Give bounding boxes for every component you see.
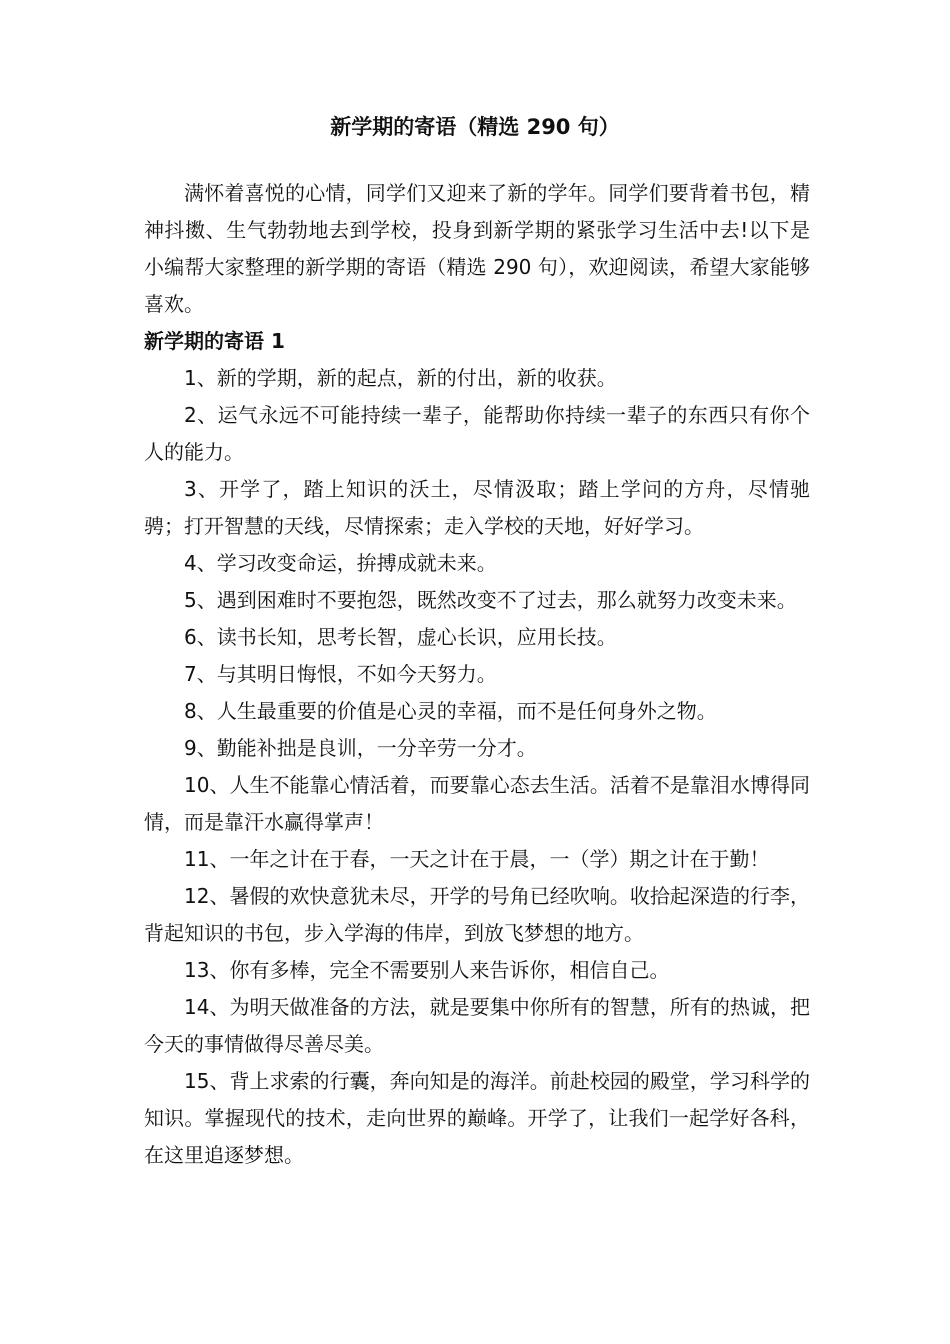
list-item: 10、人生不能靠心情活着，而要靠心态去生活。活着不是靠泪水博得同情，而是靠汗水赢得掌声！ <box>144 773 810 834</box>
list-item: 7、与其明日悔恨，不如今天努力。 <box>184 662 497 686</box>
list-item: 14、为明天做准备的方法，就是要集中你所有的智慧，所有的热诚，把今天的事情做得尽善尽美。 <box>144 995 810 1056</box>
section-heading: 新学期的寄语 1 <box>144 329 285 353</box>
list-item: 12、暑假的欢快意犹未尽，开学的号角已经吹响。收拾起深造的行李，背起知识的书包，步入学海的伟岸，到放飞梦想的地方。 <box>144 884 810 945</box>
intro-paragraph: 满怀着喜悦的心情，同学们又迎来了新的学年。同学们要背着书包，精神抖擞、生气勃勃地去到学校，投身到新学期的紧张学习生活中去!以下是小编帮大家整理的新学期的寄语（精选 290 句），欢迎阅读，希望大家能够喜欢。 <box>144 181 810 316</box>
list-item: 11、一年之计在于春，一天之计在于晨，一（学）期之计在于勤！ <box>184 847 770 871</box>
list-item: 2、运气永远不可能持续一辈子，能帮助你持续一辈子的东西只有你个人的能力。 <box>144 403 810 464</box>
list-item: 3、开学了，踏上知识的沃土，尽情汲取；踏上学问的方舟，尽情驰骋；打开智慧的天线，尽情探索；走入学校的天地，好好学习。 <box>144 477 810 538</box>
list-item: 4、学习改变命运，拚搏成就未来。 <box>184 551 497 575</box>
list-item: 1、新的学期，新的起点，新的付出，新的收获。 <box>184 366 617 390</box>
list-item: 13、你有多棒，完全不需要别人来告诉你，相信自己。 <box>184 958 670 982</box>
list-item: 5、遇到困难时不要抱怨，既然改变不了过去，那么就努力改变未来。 <box>184 588 797 612</box>
document-title: 新学期的寄语（精选 290 句） <box>330 115 620 139</box>
list-item: 6、读书长知，思考长智，虚心长识，应用长技。 <box>184 625 617 649</box>
document-body <box>144 175 810 1174</box>
list-item: 9、勤能补拙是良训，一分辛劳一分才。 <box>184 736 537 760</box>
list-item: 8、人生最重要的价值是心灵的幸福，而不是任何身外之物。 <box>184 699 717 723</box>
list-item: 15、背上求索的行囊，奔向知是的海洋。前赴校园的殿堂，学习科学的知识。掌握现代的技术，走向世界的巅峰。开学了，让我们一起学好各科，在这里追逐梦想。 <box>144 1069 810 1167</box>
